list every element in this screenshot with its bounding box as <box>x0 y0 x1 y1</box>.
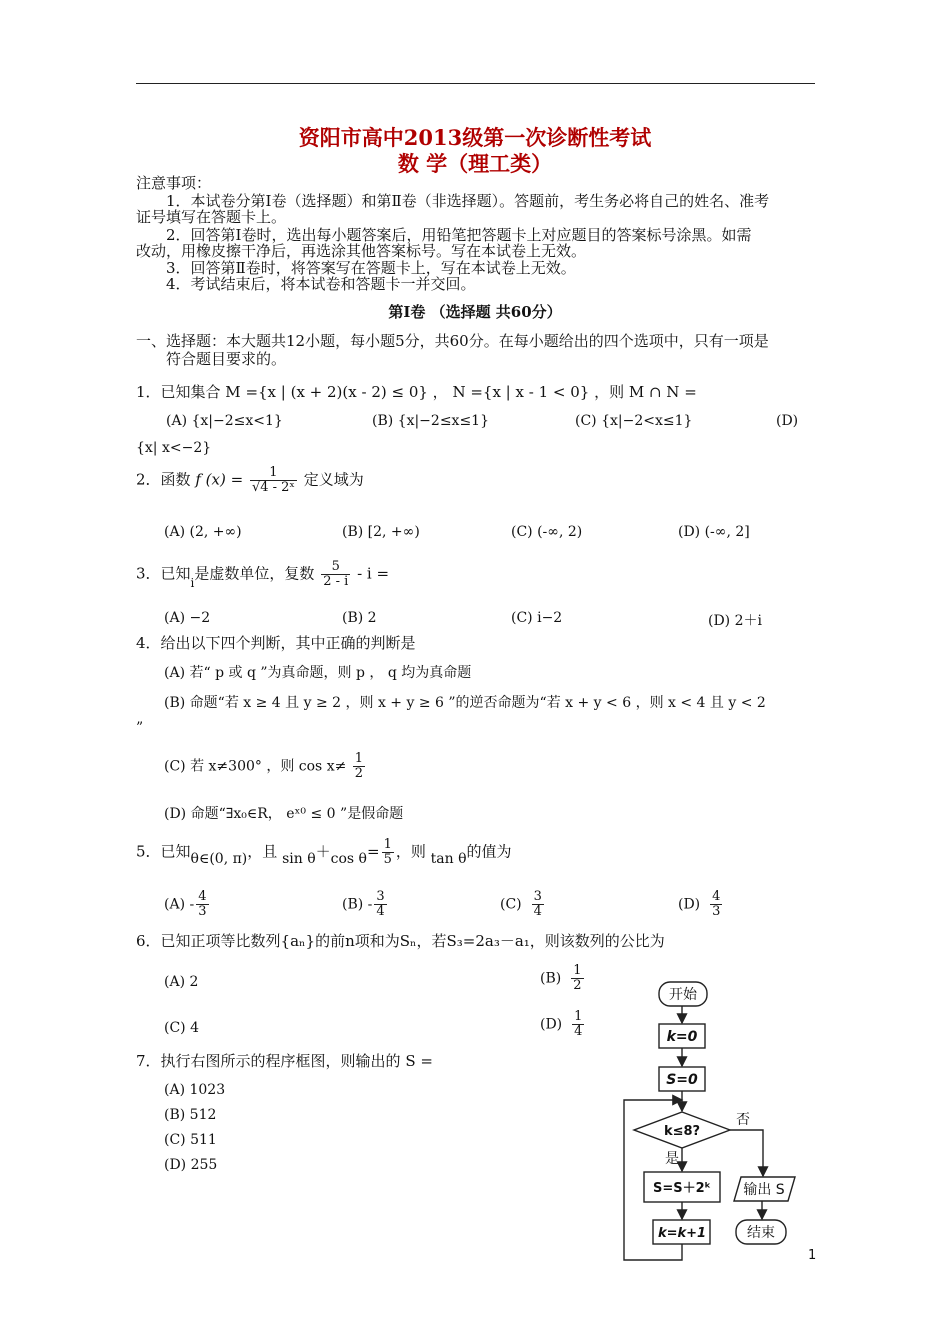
q2-option-d: (D) (-∞, 2] <box>678 524 750 540</box>
q5-d-den: 3 <box>712 904 721 919</box>
q3-option-b: (B) 2 <box>342 610 377 626</box>
q4-option-c <box>164 752 367 781</box>
q5-sin: sin θ <box>282 850 316 867</box>
q2-option-c: (C) (-∞, 2) <box>511 524 583 540</box>
q6-d-label: (D) <box>540 1016 563 1033</box>
notice-line-5: 3．回答第Ⅱ卷时，将答案写在答题卡上，写在本试卷上无效。 <box>166 259 576 277</box>
q4-option-b: (B) 命题“若 x ≥ 4 且 y ≥ 2 ，则 x + y ≥ 6 ”的逆否命题为“若 x + y < 6 ，则 x < 4 且 y < 2 <box>164 695 766 711</box>
q3-den: 2 - i <box>323 574 349 589</box>
q7-option-c: (C) 511 <box>164 1132 217 1148</box>
q5-c-label: (C) <box>500 896 522 913</box>
flow-s-init-text: S=0 <box>666 1072 698 1088</box>
q5-prefix: 5．已知 <box>136 842 191 861</box>
q5-c-den: 4 <box>533 904 542 919</box>
q3-prefix: 3．已知 <box>136 564 191 583</box>
q7-stem: 7．执行右图所示的程序框图，则输出的 S = <box>136 1052 433 1070</box>
exam-title: 资阳市高中2013级第一次诊断性考试 <box>298 125 652 150</box>
q5-fraction <box>382 838 394 867</box>
q4-c-fraction <box>353 752 365 781</box>
q5-d-label: (D) <box>678 896 701 913</box>
q5-b-fraction <box>374 890 386 919</box>
q5-a-fraction <box>196 890 208 919</box>
q5-option-b <box>342 890 389 919</box>
q6-d-den: 4 <box>574 1024 583 1039</box>
flow-update-k-text: k=k+1 <box>657 1226 707 1241</box>
q2-option-b: (B) [2, +∞) <box>342 524 420 540</box>
q3-option-c: (C) i−2 <box>511 610 563 626</box>
q5-a-den: 3 <box>198 904 207 919</box>
q5-d-num: 4 <box>712 889 721 904</box>
q5-a-num: 4 <box>198 889 207 904</box>
q5-option-d <box>678 890 724 919</box>
page-number: 1 <box>808 1248 817 1263</box>
q3-num: 5 <box>321 560 350 575</box>
exam-subtitle: 数 学（理工类） <box>397 151 553 176</box>
q6-b-label: (B) <box>540 970 562 987</box>
program-flowchart <box>600 975 820 1265</box>
flow-yes-label: 是 <box>665 1151 679 1167</box>
q5-d-fraction <box>710 890 722 919</box>
q2-den: √4 - 2ˣ <box>251 480 295 495</box>
q3-stem <box>136 560 389 589</box>
q2-function: f (x) = <box>195 470 244 489</box>
notice-line-2: 证号填写在答题卡上。 <box>136 208 287 226</box>
q6-option-d <box>540 1010 586 1039</box>
q3-suffix: - i = <box>357 564 390 583</box>
q5-condition: θ∈(0, π) <box>190 850 248 867</box>
q2-prefix: 2．函数 <box>136 470 191 489</box>
notice-line-4: 改动，用橡皮擦干净后，再选涂其他答案标号。写在本试卷上无效。 <box>136 242 587 260</box>
part1-instruction-2: 符合题目要求的。 <box>166 350 287 368</box>
notice-line-1: 1．本试卷分第Ⅰ卷（选择题）和第Ⅱ卷（非选择题）。答题前，考生务必将自己的姓名、准考 <box>166 192 770 210</box>
q6-d-fraction <box>572 1010 584 1039</box>
q5-den: 5 <box>383 852 392 867</box>
q3-option-d: (D) 2＋i <box>708 613 762 629</box>
q6-b-den: 2 <box>573 978 582 993</box>
q5-stem <box>136 838 512 867</box>
q3-fraction <box>321 560 350 589</box>
q4-stem: 4．给出以下四个判断，其中正确的判断是 <box>136 634 416 652</box>
q4-option-d: (D) 命题“∃x₀∈R， eˣ⁰ ≤ 0 ”是假命题 <box>164 806 404 822</box>
q5-c-num: 3 <box>533 889 542 904</box>
q4-option-b-end: ” <box>136 720 144 736</box>
q6-option-c: (C) 4 <box>164 1020 199 1036</box>
q1-stem: 1．已知集合 M ={x | (x + 2)(x - 2) ≤ 0} ， N ={x | x - 1 < 0} ，则 M ∩ N = <box>136 383 697 401</box>
flow-update-s-text: S=S＋2ᵏ <box>653 1181 711 1196</box>
part1-heading: 第Ⅰ卷 （选择题 共60分） <box>388 303 562 321</box>
q1-option-d-content: {x| x<−2} <box>136 440 212 456</box>
q3-i-symbol: i <box>190 575 195 590</box>
flow-condition-text: k≤8? <box>663 1124 701 1139</box>
q3-middle: 是虚数单位，复数 <box>194 564 315 583</box>
q1-option-d: (D) <box>776 413 799 429</box>
q6-option-b <box>540 964 586 993</box>
flow-k-init-text: k=0 <box>666 1029 698 1045</box>
q5-tan: tan θ <box>430 850 467 867</box>
q5-option-c <box>500 890 546 919</box>
q2-fraction <box>250 466 297 495</box>
q6-option-a: (A) 2 <box>164 974 199 990</box>
q2-option-a: (A) (2, +∞) <box>164 524 242 540</box>
q4-c-num: 1 <box>354 751 364 766</box>
top-rule <box>136 83 815 84</box>
q5-middle: ，且 <box>247 842 278 861</box>
q5-then: ，则 <box>395 842 426 861</box>
q4-option-a: (A) 若“ p 或 q ”为真命题，则 p ， q 均为真命题 <box>164 665 472 681</box>
q5-equals: = <box>367 842 380 861</box>
flow-arrow-no <box>730 1130 763 1176</box>
q5-cos: cos θ <box>330 850 367 867</box>
q5-c-fraction <box>532 890 544 919</box>
flow-start-text: 开始 <box>669 987 697 1003</box>
q2-stem <box>136 466 364 495</box>
q5-suffix: 的值为 <box>466 842 512 861</box>
q5-a-label: (A) - <box>164 896 195 913</box>
q5-num: 1 <box>383 837 392 852</box>
q5-b-num: 3 <box>376 889 385 904</box>
q5-b-den: 4 <box>376 904 385 919</box>
part1-instruction-1: 一、选择题：本大题共12小题，每小题5分，共60分。在每小题给出的四个选项中，只有一项是 <box>136 332 769 350</box>
notice-heading: 注意事项： <box>136 174 212 192</box>
q4-c-text: (C) 若 x≠300° ，则 cos x≠ <box>164 758 347 775</box>
q6-d-num: 1 <box>574 1009 583 1024</box>
notice-line-6: 4．考试结束后，将本试卷和答题卡一并交回。 <box>166 275 476 293</box>
flow-end-text: 结束 <box>747 1225 775 1241</box>
q5-b-label: (B) - <box>342 896 373 913</box>
q5-plus: ＋ <box>315 842 331 861</box>
q2-suffix: 定义域为 <box>303 470 364 489</box>
q5-option-a <box>164 890 211 919</box>
flow-no-label: 否 <box>736 1112 750 1128</box>
q1-option-b: (B) {x|−2≤x≤1} <box>372 413 489 429</box>
q1-option-c: (C) {x|−2<x≤1} <box>575 413 693 429</box>
q7-option-d: (D) 255 <box>164 1157 218 1173</box>
q7-option-b: (B) 512 <box>164 1107 217 1123</box>
q6-b-fraction <box>571 964 583 993</box>
q2-num: 1 <box>250 466 297 481</box>
notice-line-3: 2．回答第Ⅰ卷时，选出每小题答案后，用铅笔把答题卡上对应题目的答案标号涂黑。如需 <box>166 226 752 244</box>
q6-stem: 6．已知正项等比数列{aₙ}的前n项和为Sₙ，若S₃=2a₃－a₁，则该数列的公比为 <box>136 932 665 950</box>
flow-output-text: 输出 S <box>743 1182 785 1198</box>
q6-b-num: 1 <box>573 963 582 978</box>
q7-option-a: (A) 1023 <box>164 1082 226 1098</box>
q4-c-den: 2 <box>354 766 364 781</box>
q3-option-a: (A) −2 <box>164 610 211 626</box>
q1-option-a: (A) {x|−2≤x<1} <box>166 413 283 429</box>
